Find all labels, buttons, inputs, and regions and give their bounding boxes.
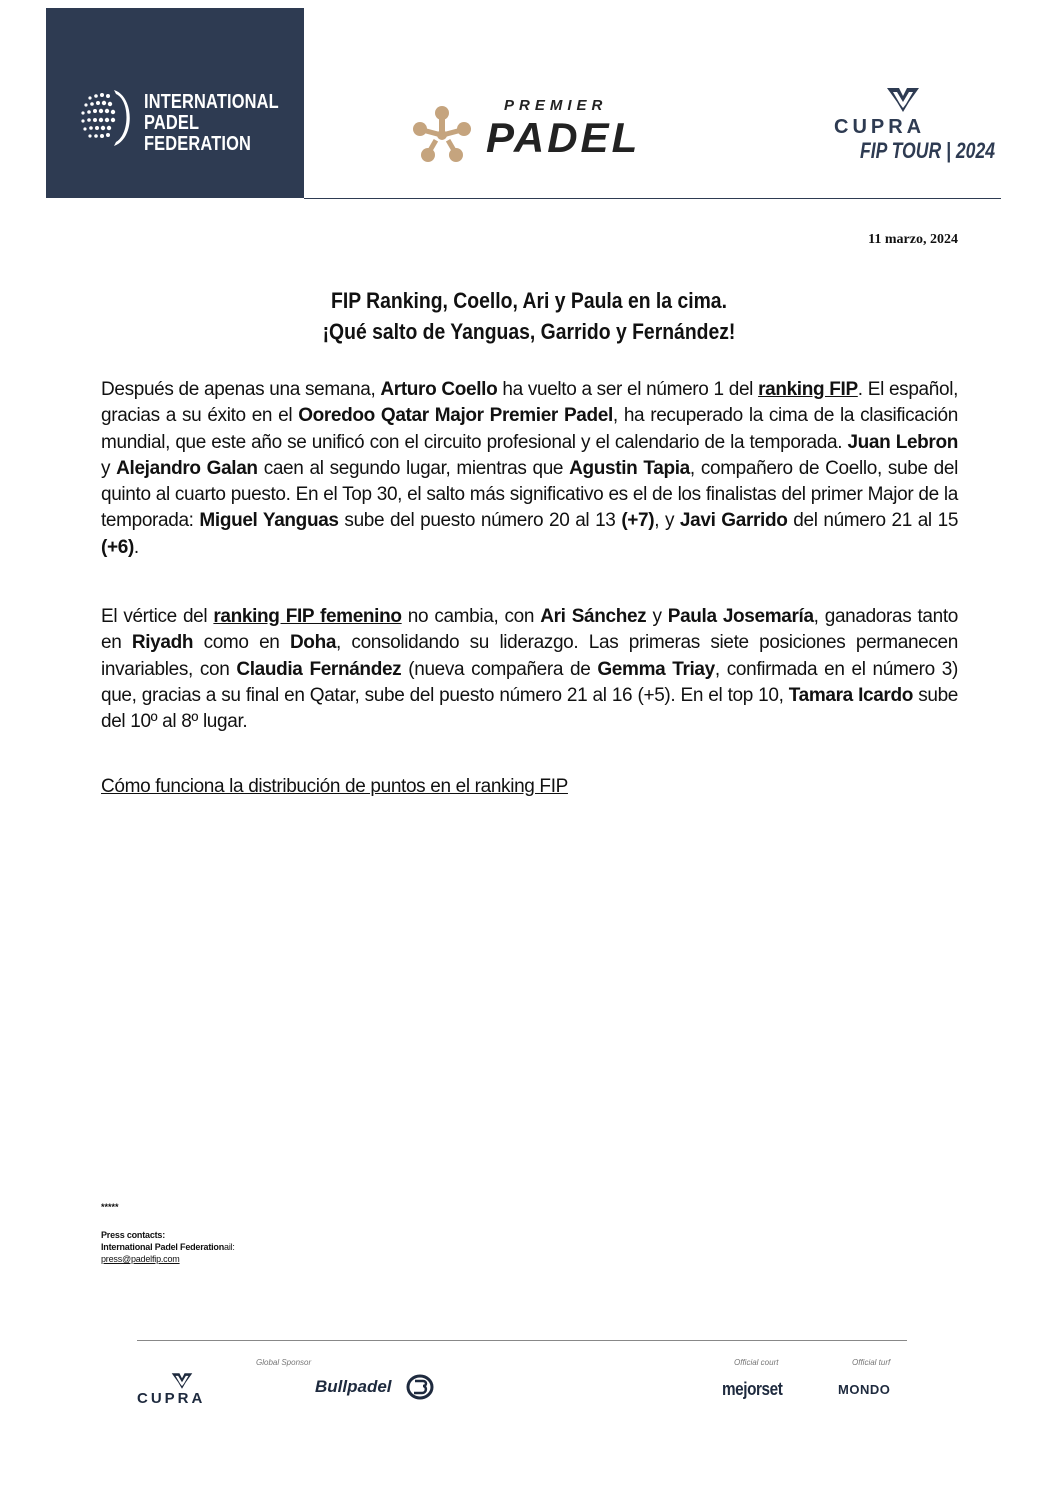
- fip-tour-2024: FIP TOUR | 2024: [860, 138, 996, 163]
- bold-text: Tamara Icardo: [788, 684, 913, 706]
- page-title: [100, 285, 958, 347]
- bold-text: Alejandro Galan: [116, 457, 258, 479]
- premier-word: PREMIER: [504, 97, 608, 114]
- press-email-link[interactable]: press@padelfip.com: [101, 1254, 180, 1264]
- text-run: y: [646, 606, 668, 627]
- text-run: del número 21 al 15: [787, 510, 959, 532]
- bold-text: Claudia Fernández: [236, 658, 402, 680]
- paragraph-women-ranking: [101, 604, 958, 735]
- cupra-emblem-icon: [885, 86, 921, 114]
- document-date: 11 marzo, 2024: [868, 232, 958, 247]
- text-run: .: [133, 536, 139, 558]
- footer-bullpadel-logo: Bullpadel: [315, 1377, 392, 1396]
- text-run: , ganadoras tanto en: [101, 606, 958, 654]
- text-run: sube del 10º al 8º lugar.: [101, 684, 958, 733]
- cupra-footer-emblem-icon: [170, 1372, 194, 1390]
- padel-ball-icon: [76, 86, 132, 148]
- global-sponsor-label: Global Sponsor: [256, 1358, 312, 1367]
- press-org-suffix: ail:: [224, 1242, 235, 1252]
- bold-text: Agustin Tapia: [569, 457, 690, 479]
- cupra-word: CUPRA: [834, 116, 926, 138]
- title-line-1: FIP Ranking, Coello, Ari y Paula en la cima.: [331, 288, 727, 313]
- premier-padel-logo: [412, 95, 702, 165]
- text-run: ha vuelto a ser el número 1 del: [497, 379, 759, 400]
- text-run: sube del puesto número 20 al 13: [338, 510, 622, 532]
- points-distribution-link[interactable]: Cómo funciona la distribución de puntos en el ranking FIP: [101, 776, 568, 797]
- text-run: caen al segundo lugar, mientras que: [257, 457, 570, 479]
- footer-mondo-logo: MONDO: [838, 1382, 891, 1397]
- text-run: no cambia, con: [401, 606, 541, 627]
- text-run: El vértice del: [101, 606, 214, 627]
- bold-text: (+6): [101, 536, 134, 558]
- bold-text: Arturo Coello: [380, 379, 498, 400]
- text-run: , y: [654, 510, 680, 532]
- bold-text: Juan Lebron: [847, 431, 958, 453]
- paragraph-men-ranking: [101, 377, 958, 561]
- bold-text: Ooredoo Qatar Major Premier Padel: [298, 405, 613, 427]
- separator-stars: *****: [101, 1202, 119, 1212]
- press-contacts: [101, 1229, 235, 1265]
- text-run: . El español, gracias a su éxito en el: [101, 379, 958, 427]
- text-run: , ha recuperado la cima de la clasificación mundial, que este año se unificó con el circuito profesional y el calendario de la temporada.: [101, 405, 958, 453]
- bold-text: (+7): [621, 510, 655, 532]
- bold-text: Javi Garrido: [679, 510, 788, 532]
- inline-link[interactable]: ranking FIP: [758, 379, 858, 400]
- text-run: , confirmada en el número 3) que, gracias a su final en Qatar, sube del puesto número 21 al 16 (+5). En el top 10,: [101, 658, 958, 706]
- text-run: , consolidando su liderazgo. Las primeras siete posiciones permanecen invariables, con: [101, 632, 958, 680]
- fip-logo-line: INTERNATIONAL: [144, 91, 279, 113]
- text-run: y: [101, 457, 117, 479]
- premier-padel-flower-icon: [412, 105, 472, 163]
- text-run: como en: [193, 632, 290, 654]
- bold-text: Riyadh: [131, 632, 194, 654]
- text-run: (nueva compañera de: [401, 658, 598, 680]
- bold-text: Ari Sánchez: [540, 606, 647, 627]
- fip-logo: [46, 8, 304, 198]
- fip-logo-line: FEDERATION: [144, 133, 252, 155]
- padel-word: PADEL: [486, 114, 641, 161]
- bold-text: Gemma Triay: [597, 658, 715, 680]
- cupra-fip-tour-logo: [830, 86, 996, 166]
- text-run: , compañero de Coello, sube del quinto al cuarto puesto. En el Top 30, el salto más significativo es el de los finalistas del primer Major de la temporada:: [101, 457, 958, 532]
- title-line-2: ¡Qué salto de Yanguas, Garrido y Fernández!: [322, 319, 736, 344]
- fip-logo-line: PADEL: [144, 112, 200, 134]
- official-turf-label: Official turf: [852, 1358, 891, 1367]
- footer-mejorset-logo: mejorset: [722, 1379, 783, 1399]
- press-org: International Padel Federation: [101, 1242, 225, 1252]
- footer-cupra-logo: CUPRA: [137, 1390, 206, 1407]
- bold-text: Miguel Yanguas: [199, 510, 339, 532]
- bold-text: Paula Josemaría: [667, 606, 814, 627]
- official-court-label: Official court: [734, 1358, 779, 1367]
- press-heading: Press contacts:: [101, 1230, 166, 1240]
- fip-logo-text: [144, 92, 279, 155]
- header-divider: [304, 198, 1001, 199]
- footer-divider: [137, 1340, 907, 1341]
- bullpadel-emblem-icon: [405, 1374, 435, 1400]
- inline-link[interactable]: ranking FIP femenino: [213, 606, 402, 627]
- bold-text: Doha: [289, 632, 337, 654]
- text-run: Después de apenas una semana,: [101, 379, 381, 400]
